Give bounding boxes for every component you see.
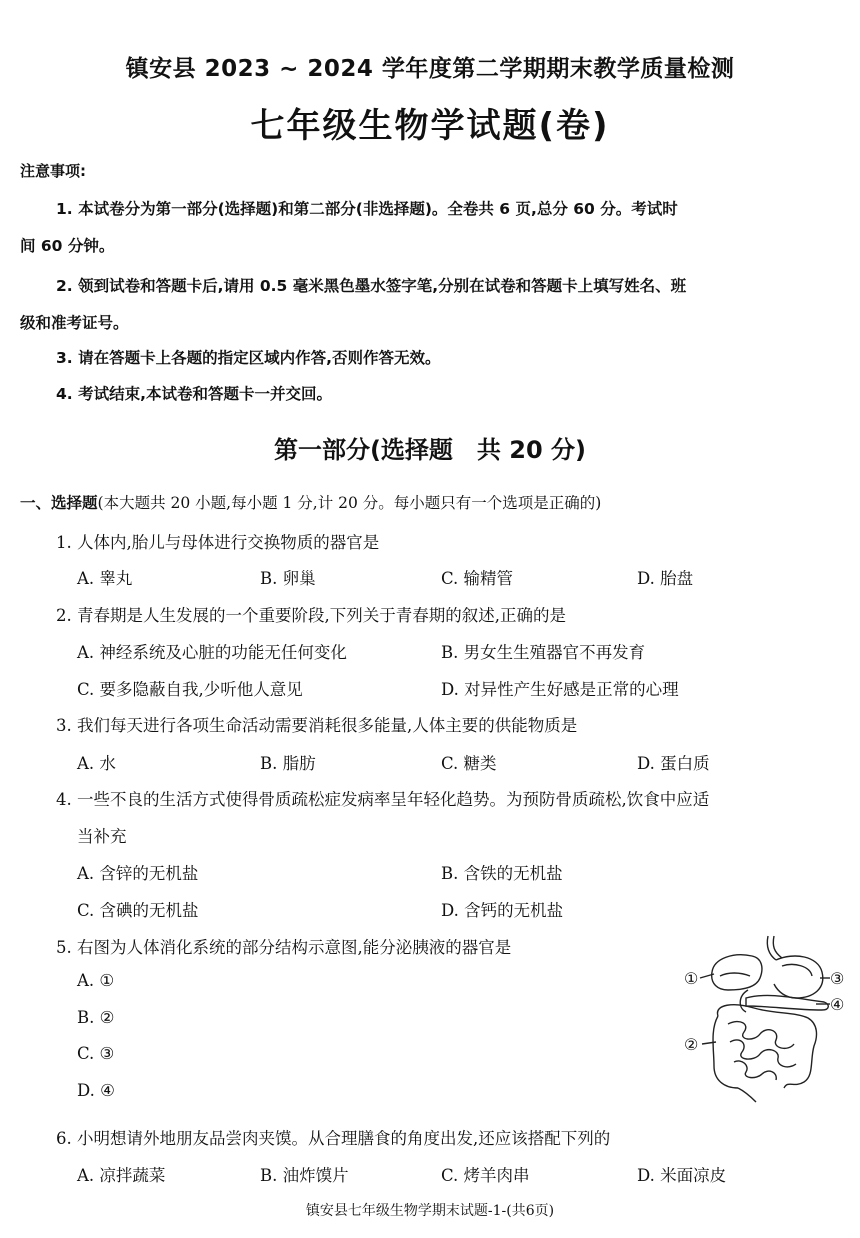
question-option: A. 水: [77, 754, 116, 773]
figure-label: ④: [830, 995, 844, 1014]
question-option: A. 含锌的无机盐: [77, 864, 199, 883]
question-option: D. 米面凉皮: [637, 1166, 727, 1185]
question-option: D. 含钙的无机盐: [441, 901, 564, 920]
question-stem: 1. 人体内,胎儿与母体进行交换物质的器官是: [56, 533, 380, 552]
notice-line: 级和准考证号。: [20, 314, 129, 332]
question-option: B. ②: [77, 1008, 115, 1027]
question-option: C. 烤羊肉串: [441, 1166, 530, 1185]
figure-label: ①: [684, 969, 699, 988]
digestive-system-diagram: [684, 932, 844, 1104]
exam-title: 镇安县 2023 ~ 2024 学年度第二学期期末教学质量检测: [125, 56, 735, 82]
notice-line: 1. 本试卷分为第一部分(选择题)和第二部分(非选择题)。全卷共 6 页,总分 60 分。考试时: [56, 200, 678, 218]
section-title: 第一部分(选择题 共 20 分): [273, 436, 587, 464]
figure-label: ②: [684, 1035, 699, 1054]
question-option: C. 输精管: [441, 569, 514, 588]
question-option: B. 男女生生殖器官不再发育: [441, 643, 646, 662]
question-option: C. ③: [77, 1044, 115, 1063]
notice-line: 间 60 分钟。: [20, 237, 115, 255]
question-option: B. 卵巢: [260, 569, 316, 588]
question-option: A. ①: [77, 971, 115, 990]
question-type-label: 一、选择题: [20, 494, 98, 512]
question-option: C. 含碘的无机盐: [77, 901, 199, 920]
paper-title: 七年级生物学试题(卷): [250, 106, 610, 146]
question-option: D. ④: [77, 1081, 115, 1100]
question-option: C. 糖类: [441, 754, 497, 773]
notice-line: 3. 请在答题卡上各题的指定区域内作答,否则作答无效。: [56, 349, 441, 367]
question-option: B. 油炸馍片: [260, 1166, 349, 1185]
question-option: A. 凉拌蔬菜: [77, 1166, 166, 1185]
question-option: C. 要多隐蔽自我,少听他人意见: [77, 680, 303, 699]
question-stem-continued: 当补充: [77, 827, 127, 846]
question-stem: 2. 青春期是人生发展的一个重要阶段,下列关于青春期的叙述,正确的是: [56, 606, 566, 625]
question-option: A. 睾丸: [77, 569, 133, 588]
page-footer: 镇安县七年级生物学期末试题-1-(共6页): [305, 1203, 555, 1219]
question-type-desc: (本大题共 20 小题,每小题 1 分,计 20 分。每小题只有一个选项是正确的): [97, 494, 602, 512]
notice-line: 2. 领到试卷和答题卡后,请用 0.5 毫米黑色墨水签字笔,分别在试卷和答题卡上填写姓名、班: [56, 277, 687, 295]
question-option: B. 脂肪: [260, 754, 316, 773]
question-option: B. 含铁的无机盐: [441, 864, 563, 883]
question-stem: 3. 我们每天进行各项生命活动需要消耗很多能量,人体主要的供能物质是: [56, 716, 578, 735]
question-option: D. 胎盘: [637, 569, 694, 588]
question-option: A. 神经系统及心脏的功能无任何变化: [77, 643, 347, 662]
question-stem: 5. 右图为人体消化系统的部分结构示意图,能分泌胰液的器官是: [56, 938, 512, 957]
question-option: D. 对异性产生好感是正常的心理: [441, 680, 679, 699]
question-stem: 4. 一些不良的生活方式使得骨质疏松症发病率呈年轻化趋势。为预防骨质疏松,饮食中应适: [56, 790, 710, 809]
figure-label: ③: [830, 969, 844, 988]
notice-title: 注意事项:: [20, 162, 86, 180]
notice-line: 4. 考试结束,本试卷和答题卡一并交回。: [56, 385, 332, 403]
question-stem: 6. 小明想请外地朋友品尝肉夹馍。从合理膳食的角度出发,还应该搭配下列的: [56, 1129, 611, 1148]
question-option: D. 蛋白质: [637, 754, 710, 773]
question-type: [20, 491, 601, 513]
